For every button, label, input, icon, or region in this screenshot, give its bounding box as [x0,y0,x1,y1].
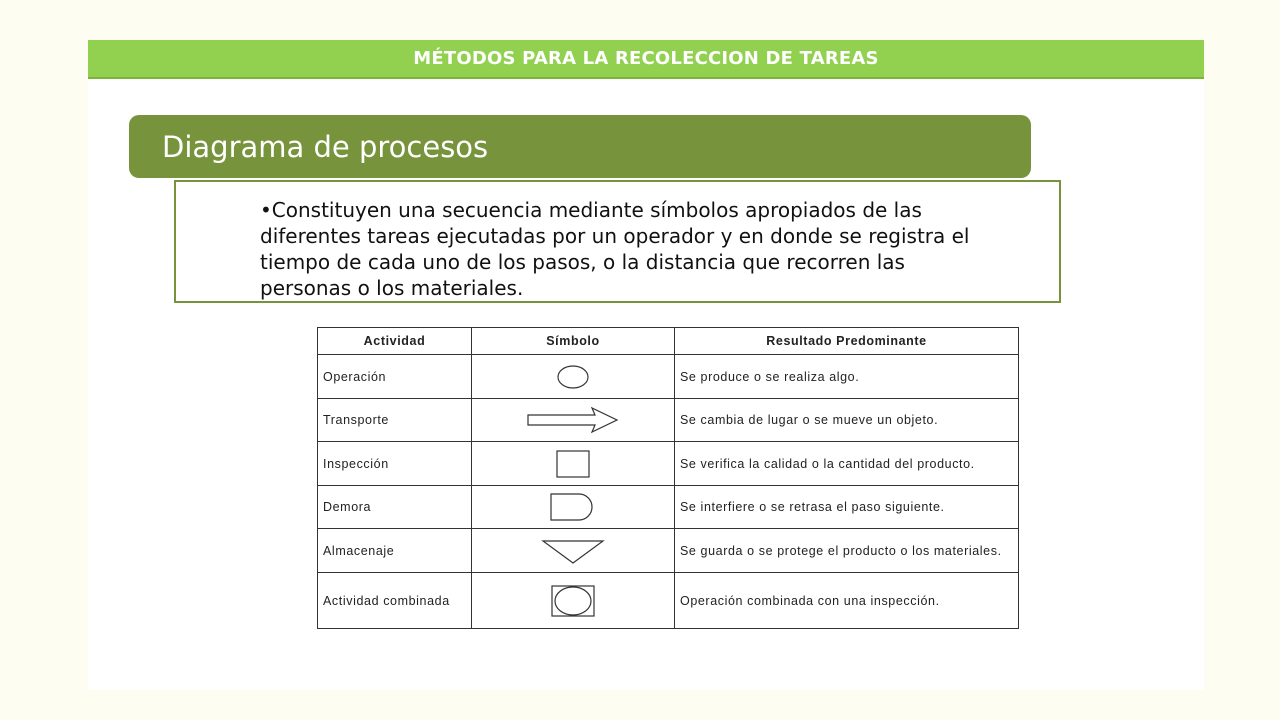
slide-banner: MÉTODOS PARA LA RECOLECCION DE TAREAS [88,40,1204,79]
table-header-row [318,328,1019,355]
symbol-cell [472,355,675,399]
triangle-icon [540,536,606,566]
square-icon [553,448,593,480]
table-row [318,573,1019,629]
activity-cell: Transporte [318,399,472,442]
table-row [318,442,1019,486]
slide [88,40,1204,690]
symbol-cell [472,573,675,629]
activity-cell: Almacenaje [318,529,472,573]
header-symbol: Símbolo [472,328,675,355]
description-text: •Constituyen una secuencia mediante símbolos apropiados de las diferentes tareas ejecutadas por un operador y en donde se registra el tiempo de cada uno de los pasos, o la distancia que recorren las personas o los materiales. [260,198,970,300]
description-box [174,180,1061,303]
table-row [318,486,1019,529]
circle-icon [553,362,593,392]
result-cell: Se cambia de lugar o se mueve un objeto. [675,399,1019,442]
header-result: Resultado Predominante [675,328,1019,355]
symbol-cell [472,529,675,573]
result-cell: Se verifica la calidad o la cantidad del producto. [675,442,1019,486]
activity-cell: Inspección [318,442,472,486]
result-cell: Se interfiere o se retrasa el paso siguiente. [675,486,1019,529]
header-activity: Actividad [318,328,472,355]
circle-in-square-icon [549,583,597,619]
table-row [318,529,1019,573]
table-row [318,399,1019,442]
symbol-cell [472,486,675,529]
activity-cell: Operación [318,355,472,399]
process-symbols-table [317,327,1019,629]
table-row [318,355,1019,399]
arrow-icon [525,405,621,435]
result-cell: Se guarda o se protege el producto o los materiales. [675,529,1019,573]
activity-cell: Demora [318,486,472,529]
result-cell: Se produce o se realiza algo. [675,355,1019,399]
symbol-cell [472,399,675,442]
result-cell: Operación combinada con una inspección. [675,573,1019,629]
section-title: Diagrama de procesos [129,115,1031,178]
d-shape-icon [547,491,599,523]
symbol-cell [472,442,675,486]
activity-cell: Actividad combinada [318,573,472,629]
